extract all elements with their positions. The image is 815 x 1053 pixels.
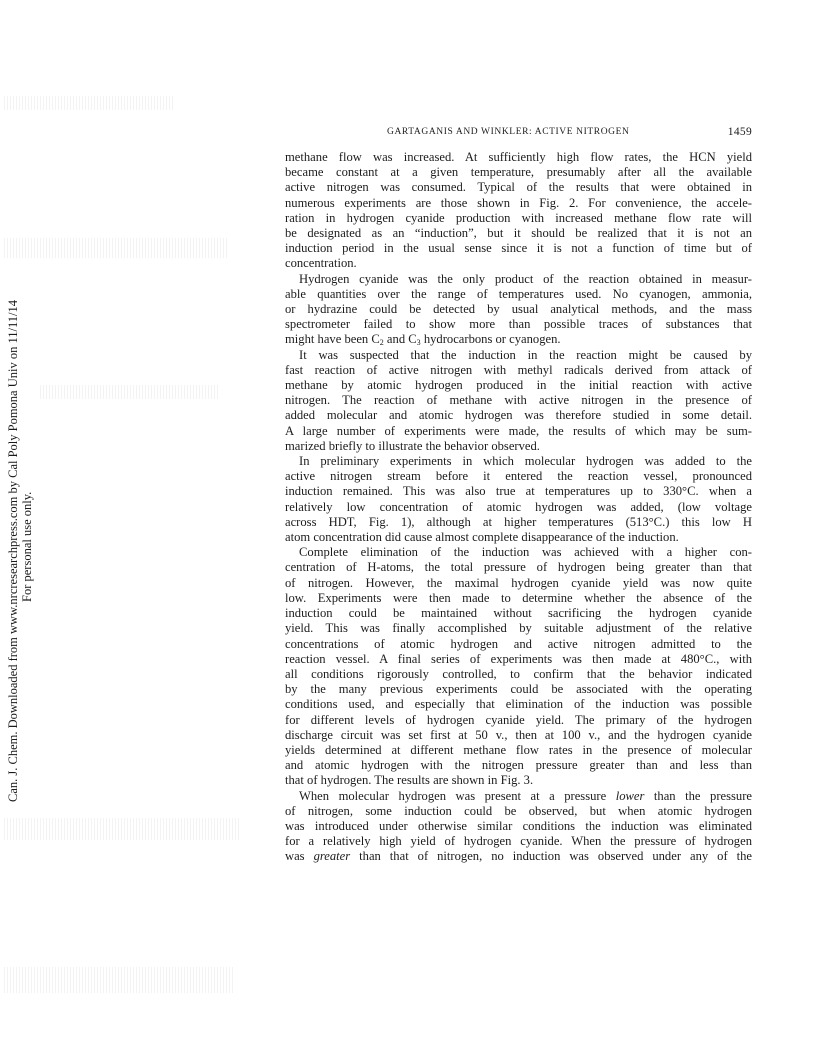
text-line: methane flow was increased. At sufficiently high flow rates, the HCN yield <box>285 150 752 164</box>
text-line: relatively low concentration of atomic hydrogen was added, (low voltage <box>285 499 752 514</box>
text-line: discharge circuit was set first at 50 v., then at 100 v., and the hydrogen cyanide <box>285 727 752 742</box>
text-line: A large number of experiments were made, the results of which may be sum- <box>285 423 752 438</box>
text-line: for a relatively high yield of hydrogen cyanide. When the pressure of hydrogen <box>285 834 752 849</box>
text-line: conditions used, and especially that elimination of the induction was possible <box>285 697 752 712</box>
paragraph <box>285 454 752 545</box>
emphasis-lower: lower <box>615 788 645 803</box>
text-line: low. Experiments were then made to determine whether the absence of the <box>285 590 752 605</box>
text-line: or hydrazine could be detected by usual analytical methods, and the mass <box>285 302 752 317</box>
emphasis-greater: greater <box>313 849 351 864</box>
scan-artifact <box>40 385 220 399</box>
download-notice-line: Can. J. Chem. Downloaded from www.nrcresearchpress.com by Cal Poly Pomona Univ on 11/11/14 <box>6 299 20 802</box>
text-line <box>285 789 752 804</box>
paragraph <box>285 272 752 348</box>
text-line: became constant at a given temperature, presumably after all the available <box>285 165 752 180</box>
text-line: numerous experiments are those shown in Fig. 2. For convenience, the accele- <box>285 195 752 210</box>
text-run: When molecular hydrogen was present at a pressure <box>299 788 616 803</box>
text-line: reaction vessel. A final series of experiments was then made at 480°C., with <box>285 651 752 666</box>
text-line: It was suspected that the induction in the reaction might be caused by <box>299 347 752 362</box>
text-line: induction could be maintained without sacrificing the hydrogen cyanide <box>285 606 752 621</box>
paragraph <box>285 150 752 272</box>
text-line: able quantities over the range of temperatures used. No cyanogen, ammonia, <box>285 286 752 301</box>
running-title: GARTAGANIS AND WINKLER: ACTIVE NITROGEN <box>387 127 630 137</box>
text-line: active nitrogen stream before it entered the reaction vessel, pronounced <box>285 469 752 484</box>
text-run: than that of nitrogen, no induction was observed under any of the <box>350 849 752 864</box>
paragraph <box>285 545 752 788</box>
text-line: Complete elimination of the induction was achieved with a higher con- <box>299 545 752 560</box>
text-line: of nitrogen. However, the maximal hydrogen cyanide yield was now quite <box>285 575 752 590</box>
text-line: fast reaction of active nitrogen with methyl radicals derived from attack of <box>285 362 752 377</box>
text-line: Hydrogen cyanide was the only product of the reaction obtained in measur- <box>299 271 752 286</box>
text-line: induction remained. This was also true at temperatures up to 330°C. when a <box>285 484 752 499</box>
running-header <box>285 127 752 143</box>
text-line: induction period in the usual sense since it is not a function of time but of <box>285 241 752 256</box>
text-line <box>285 849 752 864</box>
personal-use-notice: For personal use only. <box>20 491 34 602</box>
text-run: than the pressure <box>644 788 752 803</box>
download-watermark <box>0 0 60 1053</box>
text-line: centration of H-atoms, the total pressure of hydrogen being greater than that <box>285 560 752 575</box>
text-line: all conditions rigorously controlled, to confirm that the behavior indicated <box>285 666 752 681</box>
paragraph <box>285 789 752 865</box>
text-line: ration in hydrogen cyanide production with increased methane flow rate will <box>285 210 752 225</box>
text-line: active nitrogen was consumed. Typical of the results that were obtained in <box>285 180 752 195</box>
paragraph <box>285 348 752 454</box>
text-line: that of hydrogen. The results are shown in Fig. 3. <box>285 773 534 788</box>
text-line: yield. This was finally accomplished by suitable adjustment of the relative <box>285 621 752 636</box>
text-line: for different levels of hydrogen cyanide yield. The primary of the hydrogen <box>285 712 752 727</box>
text-line: marized briefly to illustrate the behavior observed. <box>285 438 540 453</box>
text-line: nitrogen. The reaction of methane with active nitrogen in the presence of <box>285 393 752 408</box>
text-line: atom concentration did cause almost complete disappearance of the induction. <box>285 530 679 545</box>
text-line: across HDT, Fig. 1), although at higher temperatures (513°C.) this low H <box>285 514 752 529</box>
text-line: yields determined at different methane flow rates in the presence of molecular <box>285 742 752 757</box>
text-line: added molecular and atomic hydrogen was therefore studied in some detail. <box>285 408 752 423</box>
text-line: In preliminary experiments in which molecular hydrogen was added to the <box>299 454 752 469</box>
text-line: be designated as an “induction”, but it should be realized that it is not an <box>285 226 752 241</box>
text-line: by the many previous experiments could be associated with the operating <box>285 682 752 697</box>
text-line: was introduced under otherwise similar conditions the induction was eliminated <box>285 818 752 833</box>
text-line: and atomic hydrogen with the nitrogen pressure greater than and less than <box>285 758 752 773</box>
page-number: 1459 <box>727 126 752 138</box>
text-line: might have been $C_2$ and $C_3$ hydrocarbons or cyanogen. <box>285 332 561 348</box>
text-line: concentration. <box>285 256 357 271</box>
text-line: methane by atomic hydrogen produced in the initial reaction with active <box>285 378 752 393</box>
text-run: was <box>285 849 314 864</box>
text-line: concentrations of atomic hydrogen and active nitrogen admitted to the <box>285 636 752 651</box>
text-line: of nitrogen, some induction could be observed, but when atomic hydrogen <box>285 803 752 818</box>
text-line: spectrometer failed to show more than possible traces of substances that <box>285 317 752 332</box>
body-text <box>285 150 752 865</box>
